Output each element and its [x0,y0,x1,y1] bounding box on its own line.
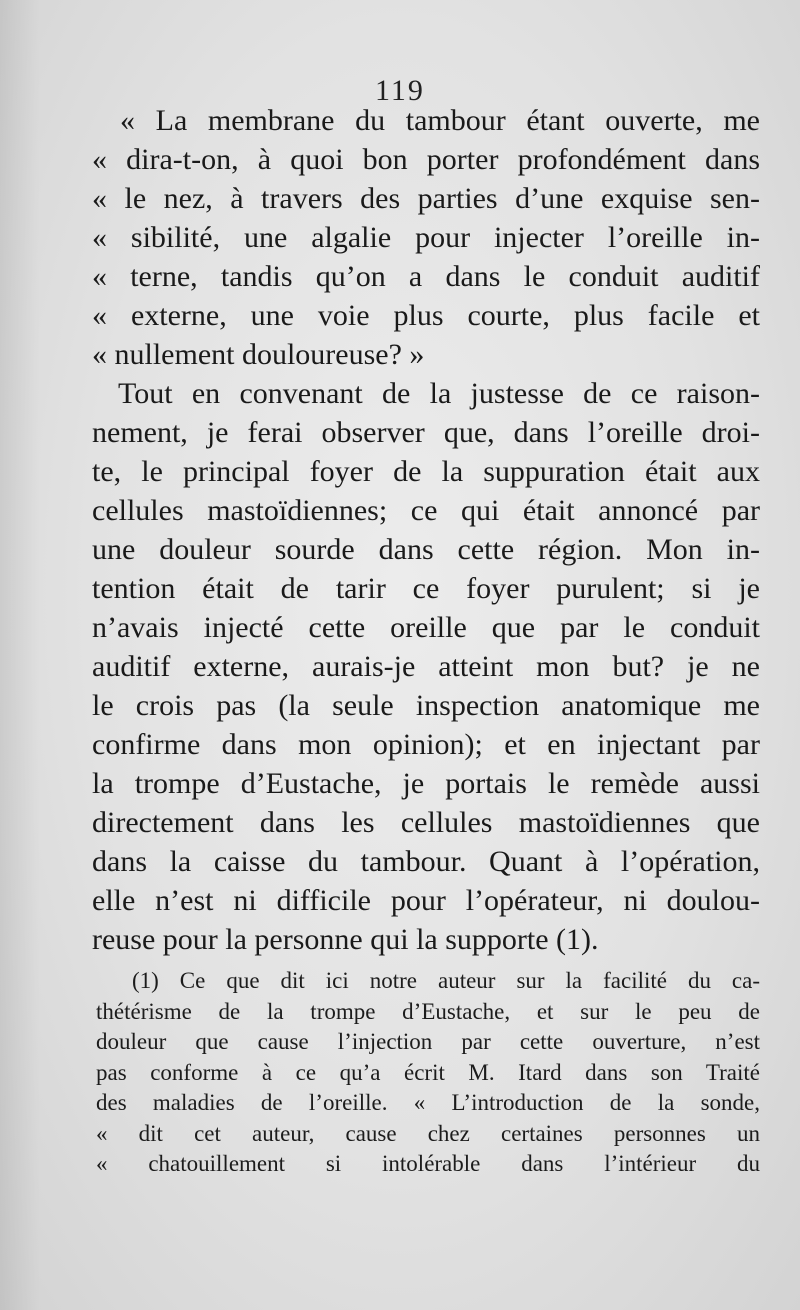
footnote-block [96,966,760,1180]
text-line: te, le principal foyer de la suppuration était aux [92,455,760,488]
text-line: directement dans les cellules mastoïdiennes que [92,806,760,839]
text-line: cellules mastoïdiennes; ce qui était annoncé par [92,494,760,527]
text-line: la trompe d’Eustache, je portais le remède aussi [92,767,760,800]
page-number: 119 [375,74,425,107]
footnote-line: pas conforme à ce qu’a écrit M. Itard dans son Traité [96,1059,760,1085]
text-line: « terne, tandis qu’on a dans le conduit auditif [92,260,760,293]
text-line: « dira-t-on, à quoi bon porter profondément dans [92,143,760,176]
main-text-block [70,101,760,959]
footnote-line: des maladies de l’oreille. « L’introduction de la sonde, [96,1090,760,1115]
text-line: confirme dans mon opinion); et en injectant par [92,728,760,761]
text-line: reuse pour la personne qui la supporte (1). [92,923,599,956]
text-line: « externe, une voie plus courte, plus facile et [92,299,760,332]
text-line: une douleur sourde dans cette région. Mon in- [92,533,760,566]
text-line: dans la caisse du tambour. Quant à l’opération, [92,845,760,878]
footnote-line: « chatouillement si intolérable dans l’intérieur du [96,1151,760,1176]
text-line: elle n’est ni difficile pour l’opérateur, ni doulou- [92,884,760,917]
text-line: Tout en convenant de la justesse de ce raison- [118,377,760,410]
text-line: auditif externe, aurais-je atteint mon but? je ne [92,650,760,683]
body-paragraph [70,374,760,959]
quote-paragraph [70,101,760,374]
text-line: tention était de tarir ce foyer purulent; si je [92,572,760,605]
text-line: « nullement douloureuse? » [92,338,425,371]
text-line: « sibilité, une algalie pour injecter l’oreille in- [92,221,760,254]
footnote-line: (1) Ce que dit ici notre auteur sur la facilité du ca- [132,968,760,993]
footnote-line: douleur que cause l’injection par cette ouverture, n’est [96,1029,760,1054]
text-line: « La membrane du tambour étant ouverte, me [120,104,760,137]
text-line: le crois pas (la seule inspection anatomique me [92,689,760,722]
text-line: nement, je ferai observer que, dans l’oreille droi- [92,416,760,449]
page-gutter-shadow [0,0,40,1310]
footnote-line: « dit cet auteur, cause chez certaines personnes un [96,1120,760,1146]
text-line: n’avais injecté cette oreille que par le conduit [92,611,760,644]
text-line: « le nez, à travers des parties d’une exquise sen- [92,182,760,215]
footnote-line: thétérisme de la trompe d’Eustache, et sur le peu de [96,998,760,1024]
